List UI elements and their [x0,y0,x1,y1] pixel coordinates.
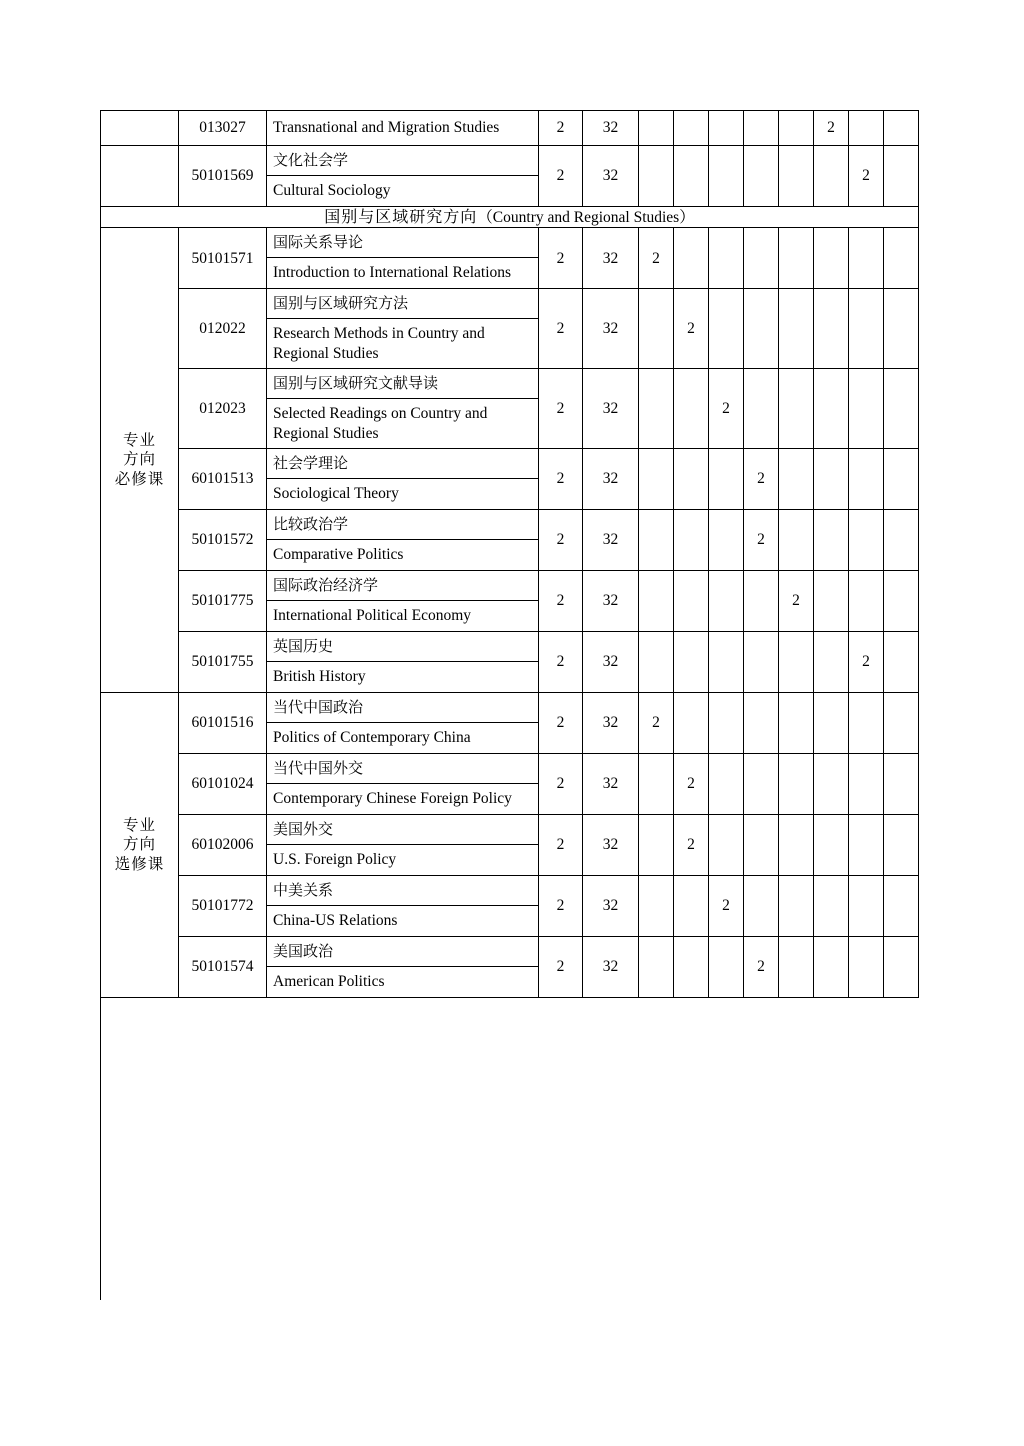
semester-5 [779,814,814,875]
hours-value: 32 [583,936,639,997]
course-name-cn: 当代中国政治 [267,693,538,723]
hours-value: 32 [583,509,639,570]
hours-value: 32 [583,692,639,753]
table-row [101,448,919,509]
course-name-cn: 当代中国外交 [267,754,538,784]
semester-5 [779,369,814,449]
credit-value: 2 [539,448,583,509]
course-name-en: Cultural Sociology [273,182,391,199]
semester-8 [884,814,919,875]
course-name-en: Transnational and Migration Studies [273,119,500,136]
course-code: 50101569 [179,146,267,207]
table-row [101,631,919,692]
semester-5 [779,936,814,997]
semester-1 [639,814,674,875]
course-table-wrapper [100,110,918,998]
semester-7: 2 [849,631,884,692]
category-required-major [101,228,179,693]
semester-6 [814,289,849,369]
semester-1 [639,289,674,369]
section-label-en: （Country and Regional Studies） [477,209,695,226]
table-row [101,814,919,875]
category-line-3: 必修课 [114,469,165,488]
hours-value: 32 [583,111,639,146]
course-name-cell [267,289,539,369]
semester-6 [814,936,849,997]
semester-4 [744,692,779,753]
semester-7 [849,369,884,449]
semester-1: 2 [639,228,674,289]
credit-value: 2 [539,228,583,289]
semester-3 [709,631,744,692]
semester-8 [884,753,919,814]
hours-value: 32 [583,228,639,289]
semester-3: 2 [709,369,744,449]
semester-5 [779,875,814,936]
semester-4 [744,631,779,692]
course-name-en: American Politics [273,972,385,990]
semester-8 [884,936,919,997]
course-name-cn: 比较政治学 [267,510,538,540]
semester-2 [674,146,709,207]
course-table [100,110,919,998]
course-name-cn: 英国历史 [267,632,538,662]
semester-1 [639,111,674,146]
semester-7 [849,111,884,146]
course-name-cell [267,509,539,570]
category-cell [101,111,179,146]
semester-4 [744,111,779,146]
semester-5 [779,146,814,207]
table-row [101,289,919,369]
semester-7 [849,753,884,814]
semester-1: 2 [639,692,674,753]
semester-3 [709,936,744,997]
semester-1 [639,570,674,631]
category-line-1: 专业 [122,431,156,450]
semester-7 [849,228,884,289]
credit-value: 2 [539,753,583,814]
table-row [101,753,919,814]
course-code: 60101513 [179,448,267,509]
semester-7 [849,814,884,875]
category-line-2: 方向 [122,450,156,469]
course-name-cell [267,753,539,814]
semester-6 [814,448,849,509]
course-name-cn: 国际政治经济学 [267,571,538,601]
semester-4 [744,289,779,369]
course-code: 60101024 [179,753,267,814]
semester-8 [884,692,919,753]
semester-7 [849,875,884,936]
credit-value: 2 [539,509,583,570]
semester-5 [779,289,814,369]
semester-2 [674,875,709,936]
semester-3 [709,570,744,631]
course-name-en: British History [273,667,366,685]
semester-8 [884,570,919,631]
semester-7 [849,448,884,509]
category-line-2: 方向 [122,835,156,854]
semester-1 [639,936,674,997]
semester-2 [674,369,709,449]
hours-value: 32 [583,875,639,936]
semester-5 [779,111,814,146]
semester-8 [884,146,919,207]
course-name-en: Politics of Contemporary China [273,728,471,746]
semester-2 [674,570,709,631]
semester-5 [779,753,814,814]
section-header-row [101,207,919,228]
course-name-en: Selected Readings on Country and Regional Studies [273,405,488,442]
semester-8 [884,289,919,369]
semester-7 [849,570,884,631]
semester-2: 2 [674,753,709,814]
semester-1 [639,448,674,509]
course-name-en: Introduction to International Relations [273,264,512,282]
semester-6 [814,631,849,692]
semester-2 [674,448,709,509]
hours-value: 32 [583,753,639,814]
semester-4 [744,228,779,289]
course-code: 012022 [179,289,267,369]
table-row [101,936,919,997]
course-name-cell [267,936,539,997]
hours-value: 32 [583,369,639,449]
semester-2 [674,509,709,570]
semester-7: 2 [849,146,884,207]
semester-7 [849,509,884,570]
hours-value: 32 [583,814,639,875]
course-name-cn: 文化社会学 [267,146,538,176]
course-name-en: U.S. Foreign Policy [273,850,397,868]
semester-3 [709,448,744,509]
table-row [101,228,919,289]
semester-3 [709,814,744,875]
course-name-cn: 社会学理论 [267,449,538,479]
table-row [101,146,919,207]
credit-value: 2 [539,875,583,936]
course-name-cn: 国别与区域研究文献导读 [267,369,538,399]
course-code: 50101755 [179,631,267,692]
course-name-en: Research Methods in Country and Regional Studies [273,325,485,362]
hours-value: 32 [583,570,639,631]
semester-4: 2 [744,448,779,509]
semester-5 [779,228,814,289]
table-row [101,875,919,936]
semester-2 [674,692,709,753]
semester-6 [814,814,849,875]
category-cell [101,146,179,207]
semester-6 [814,692,849,753]
semester-8 [884,509,919,570]
course-name-cn: 美国政治 [267,937,538,967]
course-code: 50101772 [179,875,267,936]
semester-4: 2 [744,936,779,997]
semester-4 [744,875,779,936]
course-name-cell [267,692,539,753]
course-name-cn: 国别与区域研究方法 [267,289,538,319]
semester-1 [639,369,674,449]
table-row [101,570,919,631]
semester-5 [779,509,814,570]
category-elective-major [101,692,179,997]
semester-2 [674,228,709,289]
course-name-cell [267,228,539,289]
section-header-cell [101,207,919,228]
credit-value: 2 [539,369,583,449]
course-name-cell [267,146,539,207]
semester-6 [814,570,849,631]
section-label-cn: 国别与区域研究方向 [324,207,478,226]
semester-5 [779,692,814,753]
course-code: 50101775 [179,570,267,631]
semester-3 [709,289,744,369]
semester-4 [744,570,779,631]
semester-3 [709,146,744,207]
credit-value: 2 [539,936,583,997]
semester-7 [849,289,884,369]
semester-4 [744,146,779,207]
course-code: 60102006 [179,814,267,875]
semester-2: 2 [674,814,709,875]
table-row [101,111,919,146]
semester-6 [814,875,849,936]
semester-3 [709,509,744,570]
course-name-cn: 中美关系 [267,876,538,906]
semester-6 [814,369,849,449]
semester-3 [709,753,744,814]
credit-value: 2 [539,146,583,207]
credit-value: 2 [539,570,583,631]
course-name-cell [267,448,539,509]
semester-8 [884,228,919,289]
semester-3 [709,692,744,753]
course-code: 50101572 [179,509,267,570]
credit-value: 2 [539,631,583,692]
semester-8 [884,448,919,509]
course-name-cell [267,814,539,875]
semester-6 [814,228,849,289]
course-code: 50101571 [179,228,267,289]
course-name-cell [267,631,539,692]
semester-2 [674,936,709,997]
semester-1 [639,875,674,936]
course-name-en: International Political Economy [273,606,472,624]
semester-3: 2 [709,875,744,936]
hours-value: 32 [583,631,639,692]
course-name-en: Comparative Politics [273,545,404,563]
semester-3 [709,111,744,146]
course-code: 013027 [179,111,267,146]
semester-7 [849,936,884,997]
semester-6 [814,146,849,207]
semester-2 [674,631,709,692]
credit-value: 2 [539,111,583,146]
semester-6 [814,509,849,570]
semester-5 [779,631,814,692]
credit-value: 2 [539,814,583,875]
course-name-en: Sociological Theory [273,484,399,502]
semester-1 [639,631,674,692]
semester-8 [884,369,919,449]
semester-5: 2 [779,570,814,631]
semester-8 [884,631,919,692]
semester-1 [639,753,674,814]
semester-4 [744,369,779,449]
semester-1 [639,509,674,570]
semester-1 [639,146,674,207]
table-row [101,692,919,753]
semester-4 [744,814,779,875]
semester-5 [779,448,814,509]
course-code: 012023 [179,369,267,449]
category-line-3: 选修课 [114,854,165,873]
table-row [101,369,919,449]
category-line-1: 专业 [122,815,156,834]
table-row [101,509,919,570]
course-name-cn: 美国外交 [267,815,538,845]
course-name-cn: 国际关系导论 [267,228,538,258]
credit-value: 2 [539,289,583,369]
semester-2 [674,111,709,146]
course-name-cell [267,570,539,631]
course-name-en: China-US Relations [273,911,398,929]
hours-value: 32 [583,448,639,509]
semester-3 [709,228,744,289]
semester-2: 2 [674,289,709,369]
semester-8 [884,111,919,146]
course-name-en: Contemporary Chinese Foreign Policy [273,789,512,807]
semester-4 [744,753,779,814]
course-code: 60101516 [179,692,267,753]
course-name-cell [267,111,539,146]
semester-4: 2 [744,509,779,570]
semester-8 [884,875,919,936]
course-code: 50101574 [179,936,267,997]
credit-value: 2 [539,692,583,753]
semester-6: 2 [814,111,849,146]
course-table-body [101,111,919,998]
semester-7 [849,692,884,753]
hours-value: 32 [583,146,639,207]
course-name-cell [267,875,539,936]
semester-6 [814,753,849,814]
hours-value: 32 [583,289,639,369]
course-name-cell [267,369,539,449]
